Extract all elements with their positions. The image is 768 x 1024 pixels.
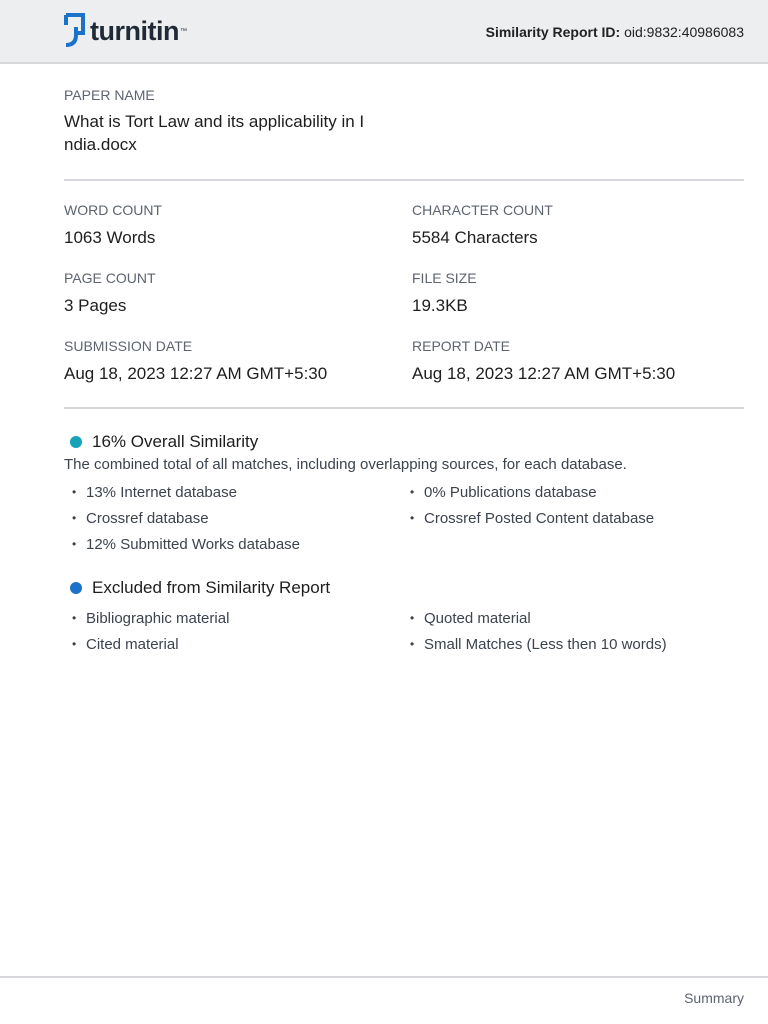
footer-summary-label: Summary (684, 990, 744, 1006)
footer-divider (0, 976, 768, 978)
submission-date-label: SUBMISSION DATE (64, 338, 193, 354)
similarity-dot-icon (70, 436, 82, 448)
report-id-value: oid:9832:40986083 (624, 24, 744, 40)
excluded-item: • Small Matches (Less then 10 words) (424, 636, 667, 653)
excluded-title: Excluded from Similarity Report (92, 578, 331, 597)
file-size-label: FILE SIZE (412, 270, 477, 286)
report-date-value: Aug 18, 2023 12:27 AM GMT+5:30 (412, 364, 676, 383)
divider (64, 179, 744, 181)
submission-date-value: Aug 18, 2023 12:27 AM GMT+5:30 (64, 364, 328, 383)
word-count-label: WORD COUNT (64, 202, 162, 218)
character-count-label: CHARACTER COUNT (412, 202, 553, 218)
overall-similarity-heading (70, 432, 258, 452)
excluded-item: • Cited material (86, 636, 179, 653)
paper-name-line-1: What is Tort Law and its applicability in I (64, 112, 365, 131)
character-count-value: 5584 Characters (412, 228, 538, 247)
turnitin-logo-icon (63, 13, 87, 49)
trademark-symbol: ™ (179, 27, 187, 35)
paper-name-label: PAPER NAME (64, 87, 155, 103)
excluded-item: • Bibliographic material (86, 610, 229, 627)
paper-name-line-2: ndia.docx (64, 135, 137, 154)
page-count-label: PAGE COUNT (64, 270, 156, 286)
overall-similarity-title: 16% Overall Similarity (92, 432, 259, 451)
page-count-value: 3 Pages (64, 296, 127, 315)
similarity-item: • Crossref database (86, 510, 209, 527)
similarity-item: • 0% Publications database (424, 484, 597, 501)
turnitin-logo (63, 13, 187, 49)
similarity-description: The combined total of all matches, including overlapping sources, for each database. (64, 456, 627, 473)
logo-wordmark: turnitin (90, 15, 179, 46)
excluded-heading (70, 578, 330, 598)
word-count-value: 1063 Words (64, 228, 156, 247)
report-date-label: REPORT DATE (412, 338, 511, 354)
similarity-item: • 12% Submitted Works database (86, 536, 300, 553)
report-id-label: Similarity Report ID: (485, 24, 621, 40)
report-header (0, 0, 768, 64)
excluded-dot-icon (70, 582, 82, 594)
similarity-item: • 13% Internet database (86, 484, 237, 501)
divider (64, 407, 744, 409)
excluded-item: • Quoted material (424, 610, 531, 627)
similarity-item: • Crossref Posted Content database (424, 510, 654, 527)
file-size-value: 19.3KB (412, 296, 468, 315)
report-id (486, 24, 744, 40)
